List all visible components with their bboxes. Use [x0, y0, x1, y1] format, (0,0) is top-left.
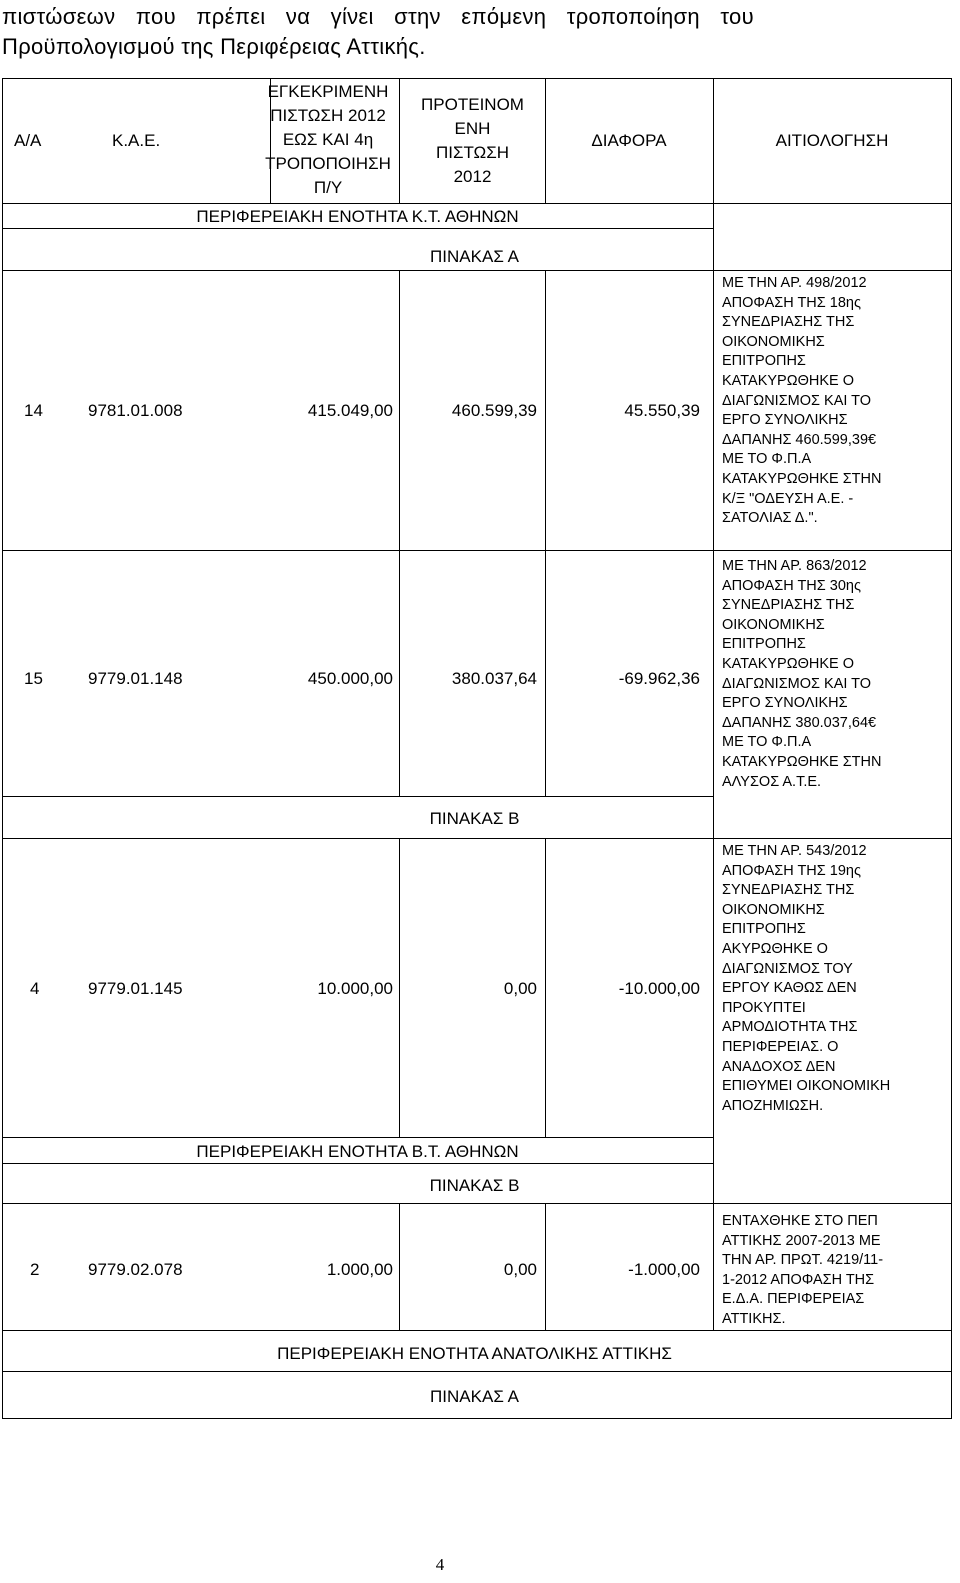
row-proposed: 380.037,64 [451, 669, 537, 688]
row-proposed: 0,00 [503, 1260, 537, 1279]
row-justification: ΜΕ ΤΗΝ ΑΡ. 543/2012 ΑΠΟΦΑΣΗ ΤΗΣ 19ης ΣΥΝΕΔΡΙΑΣΗΣ ΤΗΣ ΟΙΚΟΝΟΜΙΚΗΣ ΕΠΙΤΡΟΠΗΣ ΑΚΥΡΩΘΗΚΕ Ο ΔΙΑΓΩΝΙΣΜΟΣ ΤΟΥ ΕΡΓΟΥ ΚΑΘΩΣ ΔΕΝ ΠΡΟΚΥΠΤΕΙ ΑΡΜΟΔΙΟΤΗΤΑ ΤΗΣ ΠΕΡΙΦΕΡΕΙΑΣ. Ο ΑΝΑΔΟΧΟΣ ΔΕΝ ΕΠΙΘΥΜΕΙ ΟΙΚΟΝΟΜΙΚΗ ΑΠΟΖΗΜΙΩΣΗ. [722, 843, 891, 1114]
intro-line-2: Προϋπολογισμού της Περιφέρειας Αττικής. [2, 34, 426, 59]
row-diff: -10.000,00 [618, 979, 700, 998]
row-aa: 14 [24, 401, 43, 420]
row-aa: 2 [30, 1260, 40, 1279]
section-vt-athinon: ΠΕΡΙΦΕΡΕΙΑΚΗ ΕΝΟΤΗΤΑ Β.Τ. ΑΘΗΝΩΝ [196, 1142, 519, 1161]
table-a-label-2: ΠΙΝΑΚΑΣ Α [430, 1387, 519, 1406]
section-kt-athinon: ΠΕΡΙΦΕΡΕΙΑΚΗ ΕΝΟΤΗΤΑ Κ.Τ. ΑΘΗΝΩΝ [196, 207, 519, 226]
row-proposed: 0,00 [503, 979, 537, 998]
row-kae: 9779.01.145 [88, 979, 183, 998]
table-b-label-2: ΠΙΝΑΚΑΣ Β [429, 1176, 520, 1195]
table-b-label: ΠΙΝΑΚΑΣ Β [429, 809, 520, 828]
header-approved: ΕΓΚΕΚΡΙΜΕΝΗ ΠΙΣΤΩΣΗ 2012 ΕΩΣ ΚΑΙ 4η ΤΡΟΠΟΠΟΙΗΣΗ Π/Υ [265, 82, 391, 197]
row-approved: 1.000,00 [326, 1260, 393, 1279]
header-aa: Α/Α [14, 131, 42, 150]
row-kae: 9779.02.078 [88, 1260, 183, 1279]
header-kae: Κ.Α.Ε. [112, 131, 161, 150]
row-kae: 9779.01.148 [88, 669, 183, 688]
intro-line-1: πιστώσεων που πρέπει να γίνει στην επόμενη τροποποίηση του [2, 4, 754, 29]
page-number: 4 [435, 1555, 445, 1574]
row-diff: -69.962,36 [618, 669, 700, 688]
row-diff: -1.000,00 [628, 1260, 700, 1279]
row-justification: ΜΕ ΤΗΝ ΑΡ. 863/2012 ΑΠΟΦΑΣΗ ΤΗΣ 30ης ΣΥΝΕΔΡΙΑΣΗΣ ΤΗΣ ΟΙΚΟΝΟΜΙΚΗΣ ΕΠΙΤΡΟΠΗΣ ΚΑΤΑΚΥΡΩΘΗΚΕ Ο ΔΙΑΓΩΝΙΣΜΟΣ ΚΑΙ ΤΟ ΕΡΓΟ ΣΥΝΟΛΙΚΗΣ ΔΑΠΑΝΗΣ 380.037,64€ ΜΕ ΤΟ Φ.Π.Α ΚΑΤΑΚΥΡΩΘΗΚΕ ΣΤΗΝ ΑΛΥΣΟΣ Α.Τ.Ε. [722, 558, 882, 790]
intro-text [2, 2, 952, 62]
row-aa: 4 [30, 979, 40, 998]
table-a-label: ΠΙΝΑΚΑΣ Α [430, 247, 519, 266]
row-proposed: 460.599,39 [451, 401, 537, 420]
row-kae: 9781.01.008 [88, 401, 183, 420]
row-justification: ΜΕ ΤΗΝ ΑΡ. 498/2012 ΑΠΟΦΑΣΗ ΤΗΣ 18ης ΣΥΝΕΔΡΙΑΣΗΣ ΤΗΣ ΟΙΚΟΝΟΜΙΚΗΣ ΕΠΙΤΡΟΠΗΣ ΚΑΤΑΚΥΡΩΘΗΚΕ Ο ΔΙΑΓΩΝΙΣΜΟΣ ΚΑΙ ΤΟ ΕΡΓΟ ΣΥΝΟΛΙΚΗΣ ΔΑΠΑΝΗΣ 460.599,39€ ΜΕ ΤΟ Φ.Π.Α ΚΑΤΑΚΥΡΩΘΗΚΕ ΣΤΗΝ Κ/Ξ "ΟΔΕΥΣΗ Α.Ε. - ΣΑΤΟΛΙΑΣ Δ.". [722, 275, 882, 527]
header-justification: ΑΙΤΙΟΛΟΓΗΣΗ [775, 131, 889, 150]
row-approved: 10.000,00 [317, 979, 393, 998]
row-diff: 45.550,39 [624, 401, 700, 420]
row-aa: 15 [24, 669, 43, 688]
row-justification: ΕΝΤΑΧΘΗΚΕ ΣΤΟ ΠΕΠ ΑΤΤΙΚΗΣ 2007-2013 ΜΕ ΤΗΝ ΑΡ. ΠΡΩΤ. 4219/11- 1-2012 ΑΠΟΦΑΣΗ ΤΗΣ Ε.Δ.Α. ΠΕΡΙΦΕΡΕΙΑΣ ΑΤΤΙΚΗΣ. [722, 1213, 884, 1327]
row-approved: 415.049,00 [307, 401, 393, 420]
section-anatolikis-attikis: ΠΕΡΙΦΕΡΕΙΑΚΗ ΕΝΟΤΗΤΑ ΑΝΑΤΟΛΙΚΗΣ ΑΤΤΙΚΗΣ [277, 1344, 672, 1363]
header-diff: ΔΙΑΦΟΡΑ [591, 131, 667, 150]
row-approved: 450.000,00 [307, 669, 393, 688]
header-proposed: ΠΡΟΤΕΙΝΟΜ ΕΝΗ ΠΙΣΤΩΣΗ 2012 [421, 95, 524, 186]
